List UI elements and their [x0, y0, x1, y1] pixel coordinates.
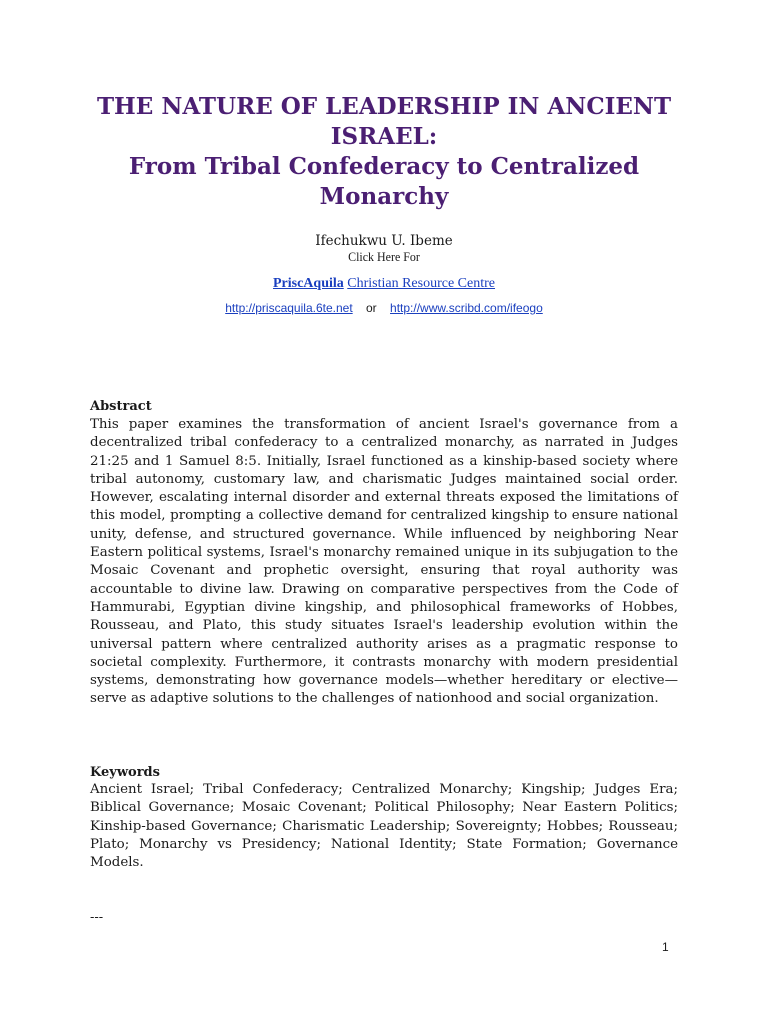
title-line-2: From Tribal Confederacy to Centralized Monarchy — [128, 153, 640, 210]
links-separator: or — [366, 301, 377, 315]
section-separator: --- — [90, 910, 104, 925]
scribd-link[interactable]: http://www.scribd.com/ifeogo — [390, 301, 543, 315]
resource-brand[interactable]: PriscAquila — [272, 276, 344, 291]
author-name: Ifechukwu U. Ibeme — [315, 233, 453, 249]
abstract-heading: Abstract — [90, 399, 152, 414]
resource-link[interactable] — [0, 275, 768, 293]
website-links — [0, 300, 768, 316]
abstract-text: This paper examines the transformation of ancient Israel's governance from a decentralized tribal confederacy to a centralized monarchy, as narrated in Judges 21:25 and 1 Samuel 8:5. Initially, Israel functioned as a kinship-based society where tribal autonomy, customary law, and charismatic Judges maintained social order. However, escalating internal disorder and external threats exposed the limitations of this model, prompting a collective demand for centralized kingship to ensure national unity, defense, and structured governance. While influenced by neighboring Near Eastern political systems, Israel's monarchy remained unique in its subjugation to the Mosaic Covenant and prophetic oversight, ensuring that royal authority was accountable to divine law. Drawing on comparative perspectives from the Code of Hammurabi, Egyptian divine kingship, and philosophical frameworks of Hobbes, Rousseau, and Plato, this study situates Israel's leadership evolution within the universal pattern where centralized authority arises as a pragmatic response to societal complexity. Furthermore, it contrasts monarchy with modern presidential systems, demonstrating how governance models—whether hereditary or elective—serve as adaptive solutions to the challenges of nationhood and social organization. — [90, 417, 678, 707]
keywords-heading: Keywords — [90, 765, 160, 780]
keywords-text: Ancient Israel; Tribal Confederacy; Centralized Monarchy; Kingship; Judges Era; Biblical Governance; Mosaic Covenant; Political Philosophy; Near Eastern Politics; Kinship-based Governance; Charismatic Leadership; Sovereignty; Hobbes; Rousseau; Plato; Monarchy vs Presidency; National Identity; State Formation; Governance Models. — [90, 782, 678, 871]
paper-title — [90, 92, 678, 212]
title-line-1: THE NATURE OF LEADERSHIP IN ANCIENT ISRAEL: — [96, 93, 672, 150]
page-number: 1 — [662, 940, 669, 954]
resource-name[interactable]: Christian Resource Centre — [347, 276, 496, 291]
priscaquila-link[interactable]: http://priscaquila.6te.net — [225, 301, 353, 315]
click-here-text: Click Here For — [348, 249, 420, 264]
